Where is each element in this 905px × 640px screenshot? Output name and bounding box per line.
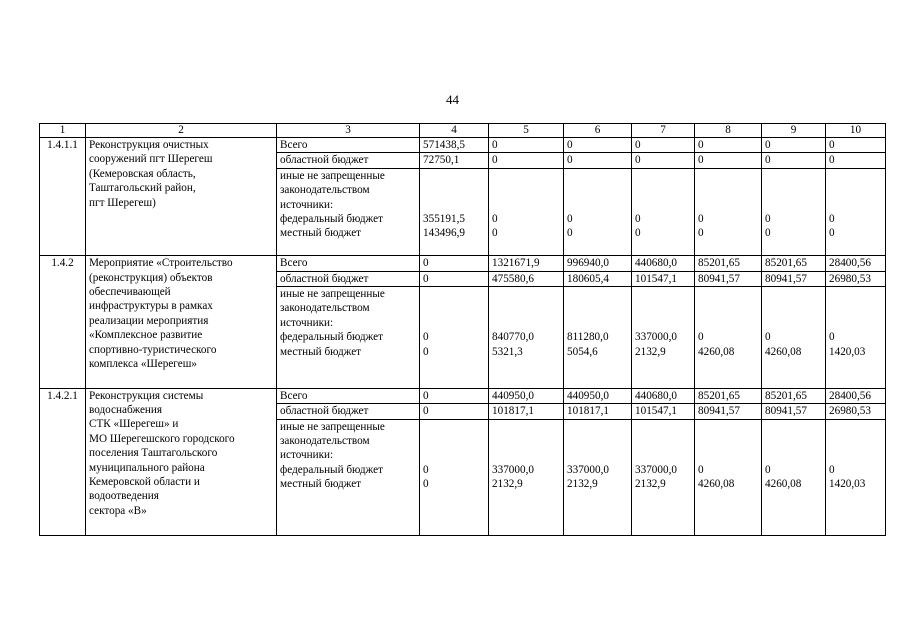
item-name-line: пгт Шерегеш) <box>89 196 156 209</box>
local-value: 2132,9 <box>492 478 523 491</box>
item-name <box>86 256 277 389</box>
value-cell <box>695 419 762 535</box>
page-number: 44 <box>446 92 459 107</box>
federal-value: 0 <box>829 331 835 344</box>
value-cell <box>695 168 762 255</box>
local-value: 2132,9 <box>635 478 666 491</box>
value-cell: 0 <box>489 153 564 168</box>
spacer <box>765 183 822 197</box>
source-label-total: Всего <box>277 138 420 153</box>
spacer <box>567 448 628 462</box>
federal-value: 0 <box>829 212 835 225</box>
spacer <box>829 301 882 315</box>
federal-value: 355191,5 <box>423 212 465 225</box>
spacer <box>492 301 560 315</box>
spacer <box>280 506 416 520</box>
spacer <box>829 287 882 301</box>
value-cell <box>489 286 564 388</box>
spacer <box>492 287 560 301</box>
local-value: 0 <box>423 345 429 358</box>
value-cell <box>695 286 762 388</box>
value-cell: 28400,56 <box>826 256 886 271</box>
table-row <box>40 138 886 153</box>
table-row <box>40 256 886 271</box>
local-value: 4260,08 <box>765 345 802 358</box>
item-name-line: МО Шерегешского городского <box>89 432 235 445</box>
source-label-line: местный бюджет <box>280 345 362 358</box>
item-name-line: Реконструкция системы <box>89 389 204 402</box>
spacer <box>492 420 560 434</box>
value-cell: 80941,57 <box>695 404 762 419</box>
value-cell: 440950,0 <box>564 388 632 403</box>
spacer <box>423 183 485 197</box>
federal-value: 0 <box>567 212 573 225</box>
local-value: 0 <box>698 227 704 240</box>
spacer <box>829 183 882 197</box>
value-cell: 72750,1 <box>420 153 489 168</box>
value-cell <box>420 286 489 388</box>
spacer <box>492 434 560 448</box>
value-cell: 180605,4 <box>564 271 632 286</box>
source-label-total: Всего <box>277 256 420 271</box>
spacer <box>765 169 822 183</box>
spacer <box>423 287 485 301</box>
value-cell: 0 <box>489 138 564 153</box>
column-header-row <box>40 124 886 138</box>
value-cell: 0 <box>564 138 632 153</box>
item-name-line: Мероприятие «Строительство <box>89 257 233 270</box>
value-cell: 85201,65 <box>695 256 762 271</box>
spacer <box>698 169 758 183</box>
source-label-line: законодательством <box>280 434 370 447</box>
source-label-regional: областной бюджет <box>277 404 420 419</box>
local-value: 2132,9 <box>635 345 666 358</box>
spacer <box>635 448 691 462</box>
value-cell: 0 <box>695 138 762 153</box>
item-name-line: инфраструктуры в рамках <box>89 300 213 313</box>
federal-value: 0 <box>698 331 704 344</box>
federal-value: 0 <box>765 463 771 476</box>
value-cell <box>564 286 632 388</box>
spacer <box>635 287 691 301</box>
column-header: 7 <box>632 124 695 138</box>
spacer <box>698 434 758 448</box>
federal-value: 0 <box>698 212 704 225</box>
value-cell: 101547,1 <box>632 404 695 419</box>
value-cell <box>489 419 564 535</box>
item-name-line: водоотведения <box>89 490 159 503</box>
value-cell: 0 <box>762 138 826 153</box>
value-cell: 101817,1 <box>564 404 632 419</box>
spacer <box>567 198 628 212</box>
local-value: 4260,08 <box>698 345 735 358</box>
spacer <box>492 183 560 197</box>
item-name <box>86 138 277 256</box>
source-label-line: источники: <box>280 316 334 329</box>
value-cell: 101547,1 <box>632 271 695 286</box>
spacer <box>829 198 882 212</box>
local-value: 5321,3 <box>492 345 523 358</box>
item-name-line: Реконструкция очистных <box>89 139 209 151</box>
spacer <box>698 287 758 301</box>
spacer <box>567 183 628 197</box>
spacer <box>280 359 416 373</box>
local-value: 2132,9 <box>567 478 598 491</box>
spacer <box>698 183 758 197</box>
spacer <box>567 169 628 183</box>
value-cell <box>632 168 695 255</box>
spacer <box>280 373 416 387</box>
value-cell: 0 <box>420 388 489 403</box>
source-label-line: иные не запрещенные <box>280 169 385 182</box>
local-value: 0 <box>765 227 771 240</box>
item-name-line: (Кемеровская область, <box>89 167 196 180</box>
item-number: 1.4.2.1 <box>40 388 86 535</box>
item-number: 1.4.2 <box>40 256 86 389</box>
item-name-line: сооружений пгт Шерегеш <box>89 153 213 166</box>
value-cell <box>564 168 632 255</box>
source-label-line: иные не запрещенные <box>280 420 385 433</box>
source-label-line: местный бюджет <box>280 227 362 240</box>
value-cell: 0 <box>564 153 632 168</box>
federal-value: 0 <box>765 331 771 344</box>
federal-value: 0 <box>492 212 498 225</box>
value-cell <box>826 168 886 255</box>
source-label-line: источники: <box>280 449 334 462</box>
value-cell: 0 <box>695 153 762 168</box>
spacer <box>698 316 758 330</box>
column-header: 4 <box>420 124 489 138</box>
spacer <box>423 169 485 183</box>
value-cell: 0 <box>420 271 489 286</box>
spacer <box>829 448 882 462</box>
spacer <box>280 241 416 255</box>
item-name-line: обеспечивающей <box>89 285 171 298</box>
value-cell <box>564 419 632 535</box>
value-cell <box>762 286 826 388</box>
source-label-line: законодательством <box>280 302 370 315</box>
spacer <box>635 183 691 197</box>
value-cell: 1321671,9 <box>489 256 564 271</box>
federal-value: 0 <box>423 331 429 344</box>
spacer <box>829 420 882 434</box>
spacer <box>765 287 822 301</box>
value-cell: 571438,5 <box>420 138 489 153</box>
item-name-line: СТК «Шерегеш» и <box>89 418 179 431</box>
column-header: 1 <box>40 124 86 138</box>
spacer <box>829 169 882 183</box>
item-name <box>86 388 277 535</box>
spacer <box>567 420 628 434</box>
spacer <box>765 301 822 315</box>
spacer <box>492 316 560 330</box>
source-label-line: местный бюджет <box>280 478 362 491</box>
value-cell: 26980,53 <box>826 404 886 419</box>
item-name-line: Кемеровской области и <box>89 476 200 489</box>
value-cell: 80941,57 <box>762 404 826 419</box>
local-value: 4260,08 <box>698 478 735 491</box>
value-cell: 85201,65 <box>762 256 826 271</box>
value-cell: 0 <box>826 153 886 168</box>
spacer <box>423 448 485 462</box>
local-value: 0 <box>492 227 498 240</box>
column-header: 9 <box>762 124 826 138</box>
value-cell: 475580,6 <box>489 271 564 286</box>
source-label-line: федеральный бюджет <box>280 463 383 476</box>
column-header: 3 <box>277 124 420 138</box>
item-name-line: сектора «В» <box>89 504 147 517</box>
value-cell <box>762 419 826 535</box>
local-value: 1420,03 <box>829 478 866 491</box>
federal-value: 0 <box>423 463 429 476</box>
spacer <box>765 434 822 448</box>
source-label-other <box>277 168 420 255</box>
column-header: 2 <box>86 124 277 138</box>
spacer <box>280 491 416 505</box>
federal-value: 0 <box>635 212 641 225</box>
spacer <box>635 301 691 315</box>
item-name-line: реализации мероприятия <box>89 314 209 327</box>
budget-table <box>39 123 886 536</box>
value-cell: 26980,53 <box>826 271 886 286</box>
spacer <box>423 434 485 448</box>
item-name-line: спортивно-туристического <box>89 343 217 356</box>
local-value: 1420,03 <box>829 345 866 358</box>
value-cell: 440950,0 <box>489 388 564 403</box>
federal-value: 811280,0 <box>567 331 609 344</box>
source-label-line: источники: <box>280 198 334 211</box>
column-header: 8 <box>695 124 762 138</box>
spacer <box>698 420 758 434</box>
value-cell: 0 <box>632 138 695 153</box>
value-cell <box>632 286 695 388</box>
value-cell: 101817,1 <box>489 404 564 419</box>
source-label-regional: областной бюджет <box>277 153 420 168</box>
source-label-line: федеральный бюджет <box>280 212 383 225</box>
source-label-other <box>277 286 420 388</box>
spacer <box>698 198 758 212</box>
item-name-line: комплекса «Шерегеш» <box>89 357 197 370</box>
spacer <box>635 198 691 212</box>
federal-value: 0 <box>829 463 835 476</box>
spacer <box>423 198 485 212</box>
spacer <box>567 287 628 301</box>
column-header: 6 <box>564 124 632 138</box>
item-name-line: «Комплексное развитие <box>89 329 203 342</box>
spacer <box>765 420 822 434</box>
value-cell: 996940,0 <box>564 256 632 271</box>
source-label-line: законодательством <box>280 184 370 197</box>
spacer <box>567 301 628 315</box>
value-cell <box>632 419 695 535</box>
federal-value: 337000,0 <box>635 331 677 344</box>
local-value: 0 <box>829 227 835 240</box>
spacer <box>567 316 628 330</box>
federal-value: 337000,0 <box>635 463 677 476</box>
value-cell: 0 <box>420 256 489 271</box>
spacer <box>492 169 560 183</box>
federal-value: 840770,0 <box>492 331 534 344</box>
spacer <box>635 316 691 330</box>
federal-value: 0 <box>698 463 704 476</box>
value-cell <box>826 419 886 535</box>
spacer <box>635 434 691 448</box>
local-value: 0 <box>635 227 641 240</box>
value-cell: 440680,0 <box>632 256 695 271</box>
local-value: 0 <box>423 478 429 491</box>
spacer <box>492 448 560 462</box>
item-name-line: водоснабжения <box>89 404 163 417</box>
local-value: 143496,9 <box>423 227 465 240</box>
spacer <box>492 198 560 212</box>
spacer <box>698 448 758 462</box>
spacer <box>765 448 822 462</box>
source-label-regional: областной бюджет <box>277 271 420 286</box>
value-cell: 0 <box>826 138 886 153</box>
spacer <box>423 301 485 315</box>
value-cell: 440680,0 <box>632 388 695 403</box>
value-cell: 0 <box>632 153 695 168</box>
federal-value: 337000,0 <box>567 463 609 476</box>
spacer <box>423 420 485 434</box>
source-label-line: федеральный бюджет <box>280 331 383 344</box>
spacer <box>567 434 628 448</box>
spacer <box>635 420 691 434</box>
item-name-line: поселения Таштагольского <box>89 447 218 460</box>
spacer <box>765 316 822 330</box>
item-name-line: (реконструкция) объектов <box>89 271 213 284</box>
table-row <box>40 388 886 403</box>
spacer <box>765 198 822 212</box>
item-number: 1.4.1.1 <box>40 138 86 256</box>
federal-value: 0 <box>765 212 771 225</box>
spacer <box>635 169 691 183</box>
value-cell <box>420 419 489 535</box>
column-header: 5 <box>489 124 564 138</box>
value-cell <box>420 168 489 255</box>
spacer <box>698 301 758 315</box>
value-cell: 0 <box>762 153 826 168</box>
spacer <box>829 316 882 330</box>
source-label-total: Всего <box>277 388 420 403</box>
federal-value: 337000,0 <box>492 463 534 476</box>
local-value: 4260,08 <box>765 478 802 491</box>
spacer <box>280 520 416 534</box>
source-label-other <box>277 419 420 535</box>
value-cell <box>826 286 886 388</box>
value-cell: 28400,56 <box>826 388 886 403</box>
value-cell: 80941,57 <box>762 271 826 286</box>
item-name-line: муниципального района <box>89 461 205 474</box>
spacer <box>829 434 882 448</box>
value-cell <box>762 168 826 255</box>
source-label-line: иные не запрещенные <box>280 287 385 300</box>
value-cell: 85201,65 <box>695 388 762 403</box>
value-cell: 0 <box>420 404 489 419</box>
value-cell: 80941,57 <box>695 271 762 286</box>
column-header: 10 <box>826 124 886 138</box>
value-cell <box>489 168 564 255</box>
local-value: 0 <box>567 227 573 240</box>
spacer <box>423 316 485 330</box>
item-name-line: Таштагольский район, <box>89 182 196 195</box>
local-value: 5054,6 <box>567 345 598 358</box>
value-cell: 85201,65 <box>762 388 826 403</box>
